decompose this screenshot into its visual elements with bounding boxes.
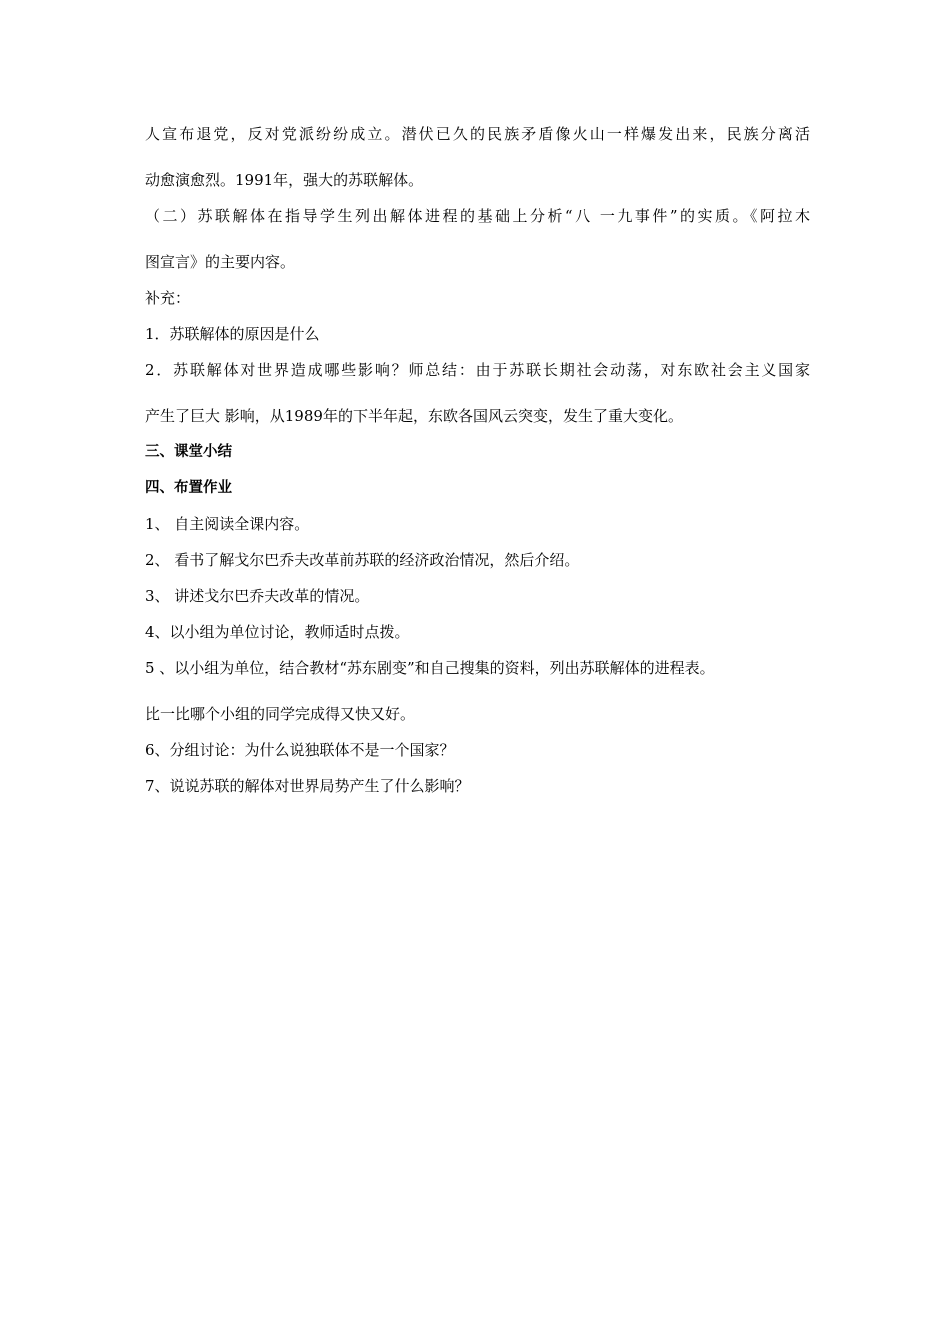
list-item: 4、以小组为单位讨论，教师适时点拨。 bbox=[145, 623, 410, 641]
paragraph-line: 2．苏联解体对世界造成哪些影响？师总结：由于苏联长期社会动荡，对东欧社会主义国家 bbox=[145, 361, 810, 379]
paragraph-line: 图宣言》的主要内容。 bbox=[145, 253, 296, 271]
paragraph-line: 补充： bbox=[145, 289, 191, 307]
section-heading-homework: 四、布置作业 bbox=[145, 480, 232, 496]
list-item: 7、说说苏联的解体对世界局势产生了什么影响？ bbox=[145, 777, 470, 795]
list-item: 5 、以小组为单位，结合教材“苏东剧变”和自己搜集的资料，列出苏联解体的进程表。 bbox=[145, 659, 715, 677]
section-heading-summary: 三、课堂小结 bbox=[145, 444, 232, 460]
list-item-continuation: 比一比哪个小组的同学完成得又快又好。 bbox=[145, 705, 416, 723]
paragraph-line: 动愈演愈烈。1991年，强大的苏联解体。 bbox=[145, 171, 424, 189]
paragraph-line: 产生了巨大 影响，从1989年的下半年起，东欧各国风云突变，发生了重大变化。 bbox=[145, 407, 683, 425]
list-item: 1、 自主阅读全课内容。 bbox=[145, 515, 310, 533]
paragraph-line: 人宣布退党，反对党派纷纷成立。潜伏已久的民族矛盾像火山一样爆发出来，民族分离活 bbox=[145, 125, 810, 143]
list-item: 2、 看书了解戈尔巴乔夫改革前苏联的经济政治情况，然后介绍。 bbox=[145, 551, 580, 569]
list-item: 6、分组讨论：为什么说独联体不是一个国家？ bbox=[145, 741, 455, 759]
document-body bbox=[145, 124, 810, 812]
paragraph-line: 1．苏联解体的原因是什么 bbox=[145, 325, 320, 343]
paragraph-line: （二）苏联解体在指导学生列出解体进程的基础上分析“八 一九事件”的实质。《阿拉木 bbox=[145, 207, 810, 225]
list-item: 3、 讲述戈尔巴乔夫改革的情况。 bbox=[145, 587, 370, 605]
